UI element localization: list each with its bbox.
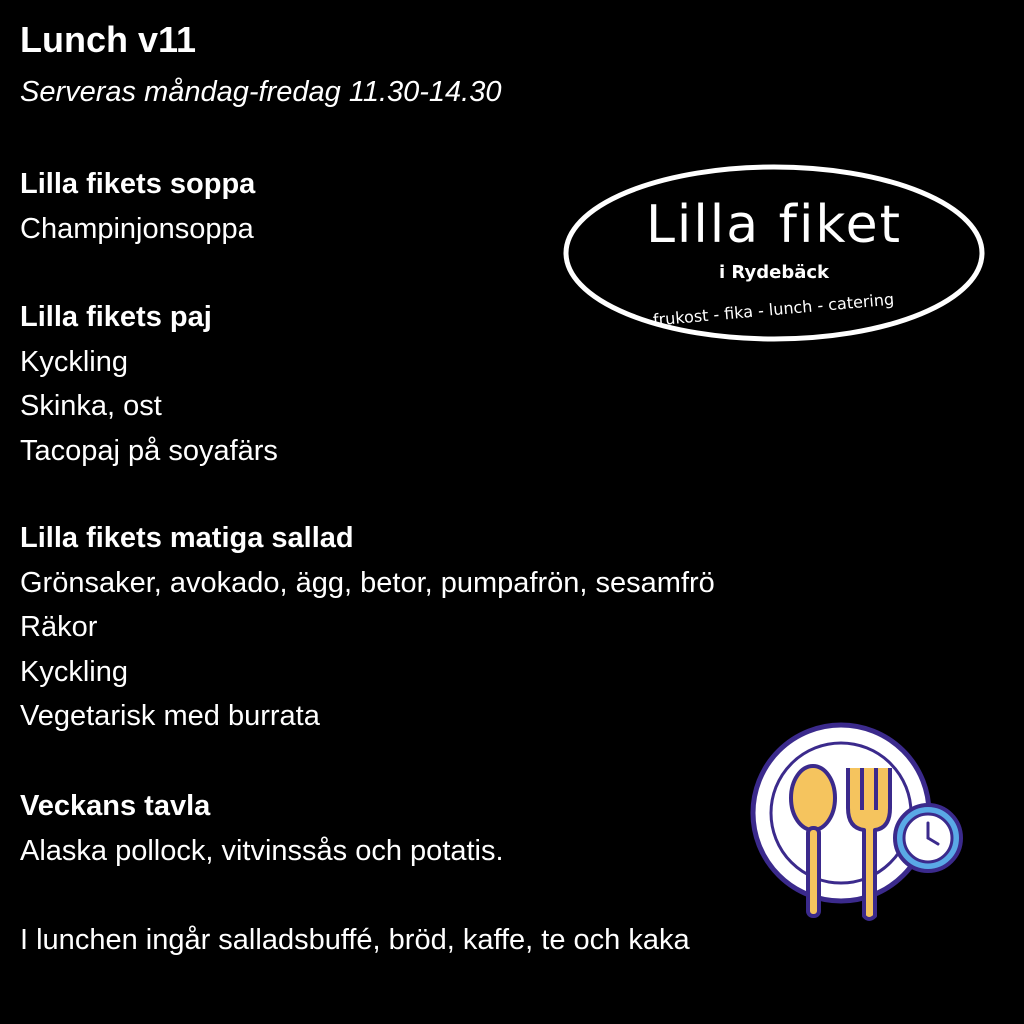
page-title: Lunch v11 — [20, 19, 197, 60]
section-heading: Veckans tavla — [20, 790, 211, 822]
menu-item: Tacopaj på soyafärs — [20, 434, 278, 467]
menu-item: Vegetarisk med burrata — [20, 700, 320, 732]
menu-item: Champinjonsoppa — [20, 212, 254, 245]
section-heading: Lilla fikets paj — [20, 301, 212, 333]
logo-tagline: frukost - fika - lunch - catering — [652, 289, 895, 330]
logo-name: Lilla fiket — [645, 195, 903, 255]
menu-item: Grönsaker, avokado, ägg, betor, pumpafrön, sesamfrö — [20, 566, 715, 599]
menu-item: Skinka, ost — [20, 390, 162, 422]
serving-hours: Serveras måndag-fredag 11.30-14.30 — [20, 76, 502, 108]
menu-section-salad — [20, 516, 715, 739]
menu-section-pie — [20, 295, 278, 473]
menu-section-weekly-special — [20, 784, 504, 873]
note-line: I lunchen ingår salladsbuffé, bröd, kaffe, te — [20, 924, 566, 956]
menu-item: Kyckling — [20, 655, 128, 688]
menu-section-soup — [20, 162, 255, 251]
menu-item: Räkor — [20, 611, 98, 643]
lunch-includes-note — [20, 918, 740, 963]
lilla-fiket-logo — [562, 162, 986, 344]
menu-item: Kyckling — [20, 345, 128, 378]
clock-icon — [895, 805, 961, 871]
note-line: och kaka — [573, 924, 690, 956]
menu-item: Alaska pollock, vitvinssås och potatis. — [20, 834, 504, 867]
section-heading: Lilla fikets soppa — [20, 168, 256, 200]
plate-spoon-fork-clock-icon — [748, 720, 966, 926]
logo-location: i Rydebäck — [719, 262, 829, 283]
section-heading: Lilla fikets matiga sallad — [20, 522, 354, 554]
